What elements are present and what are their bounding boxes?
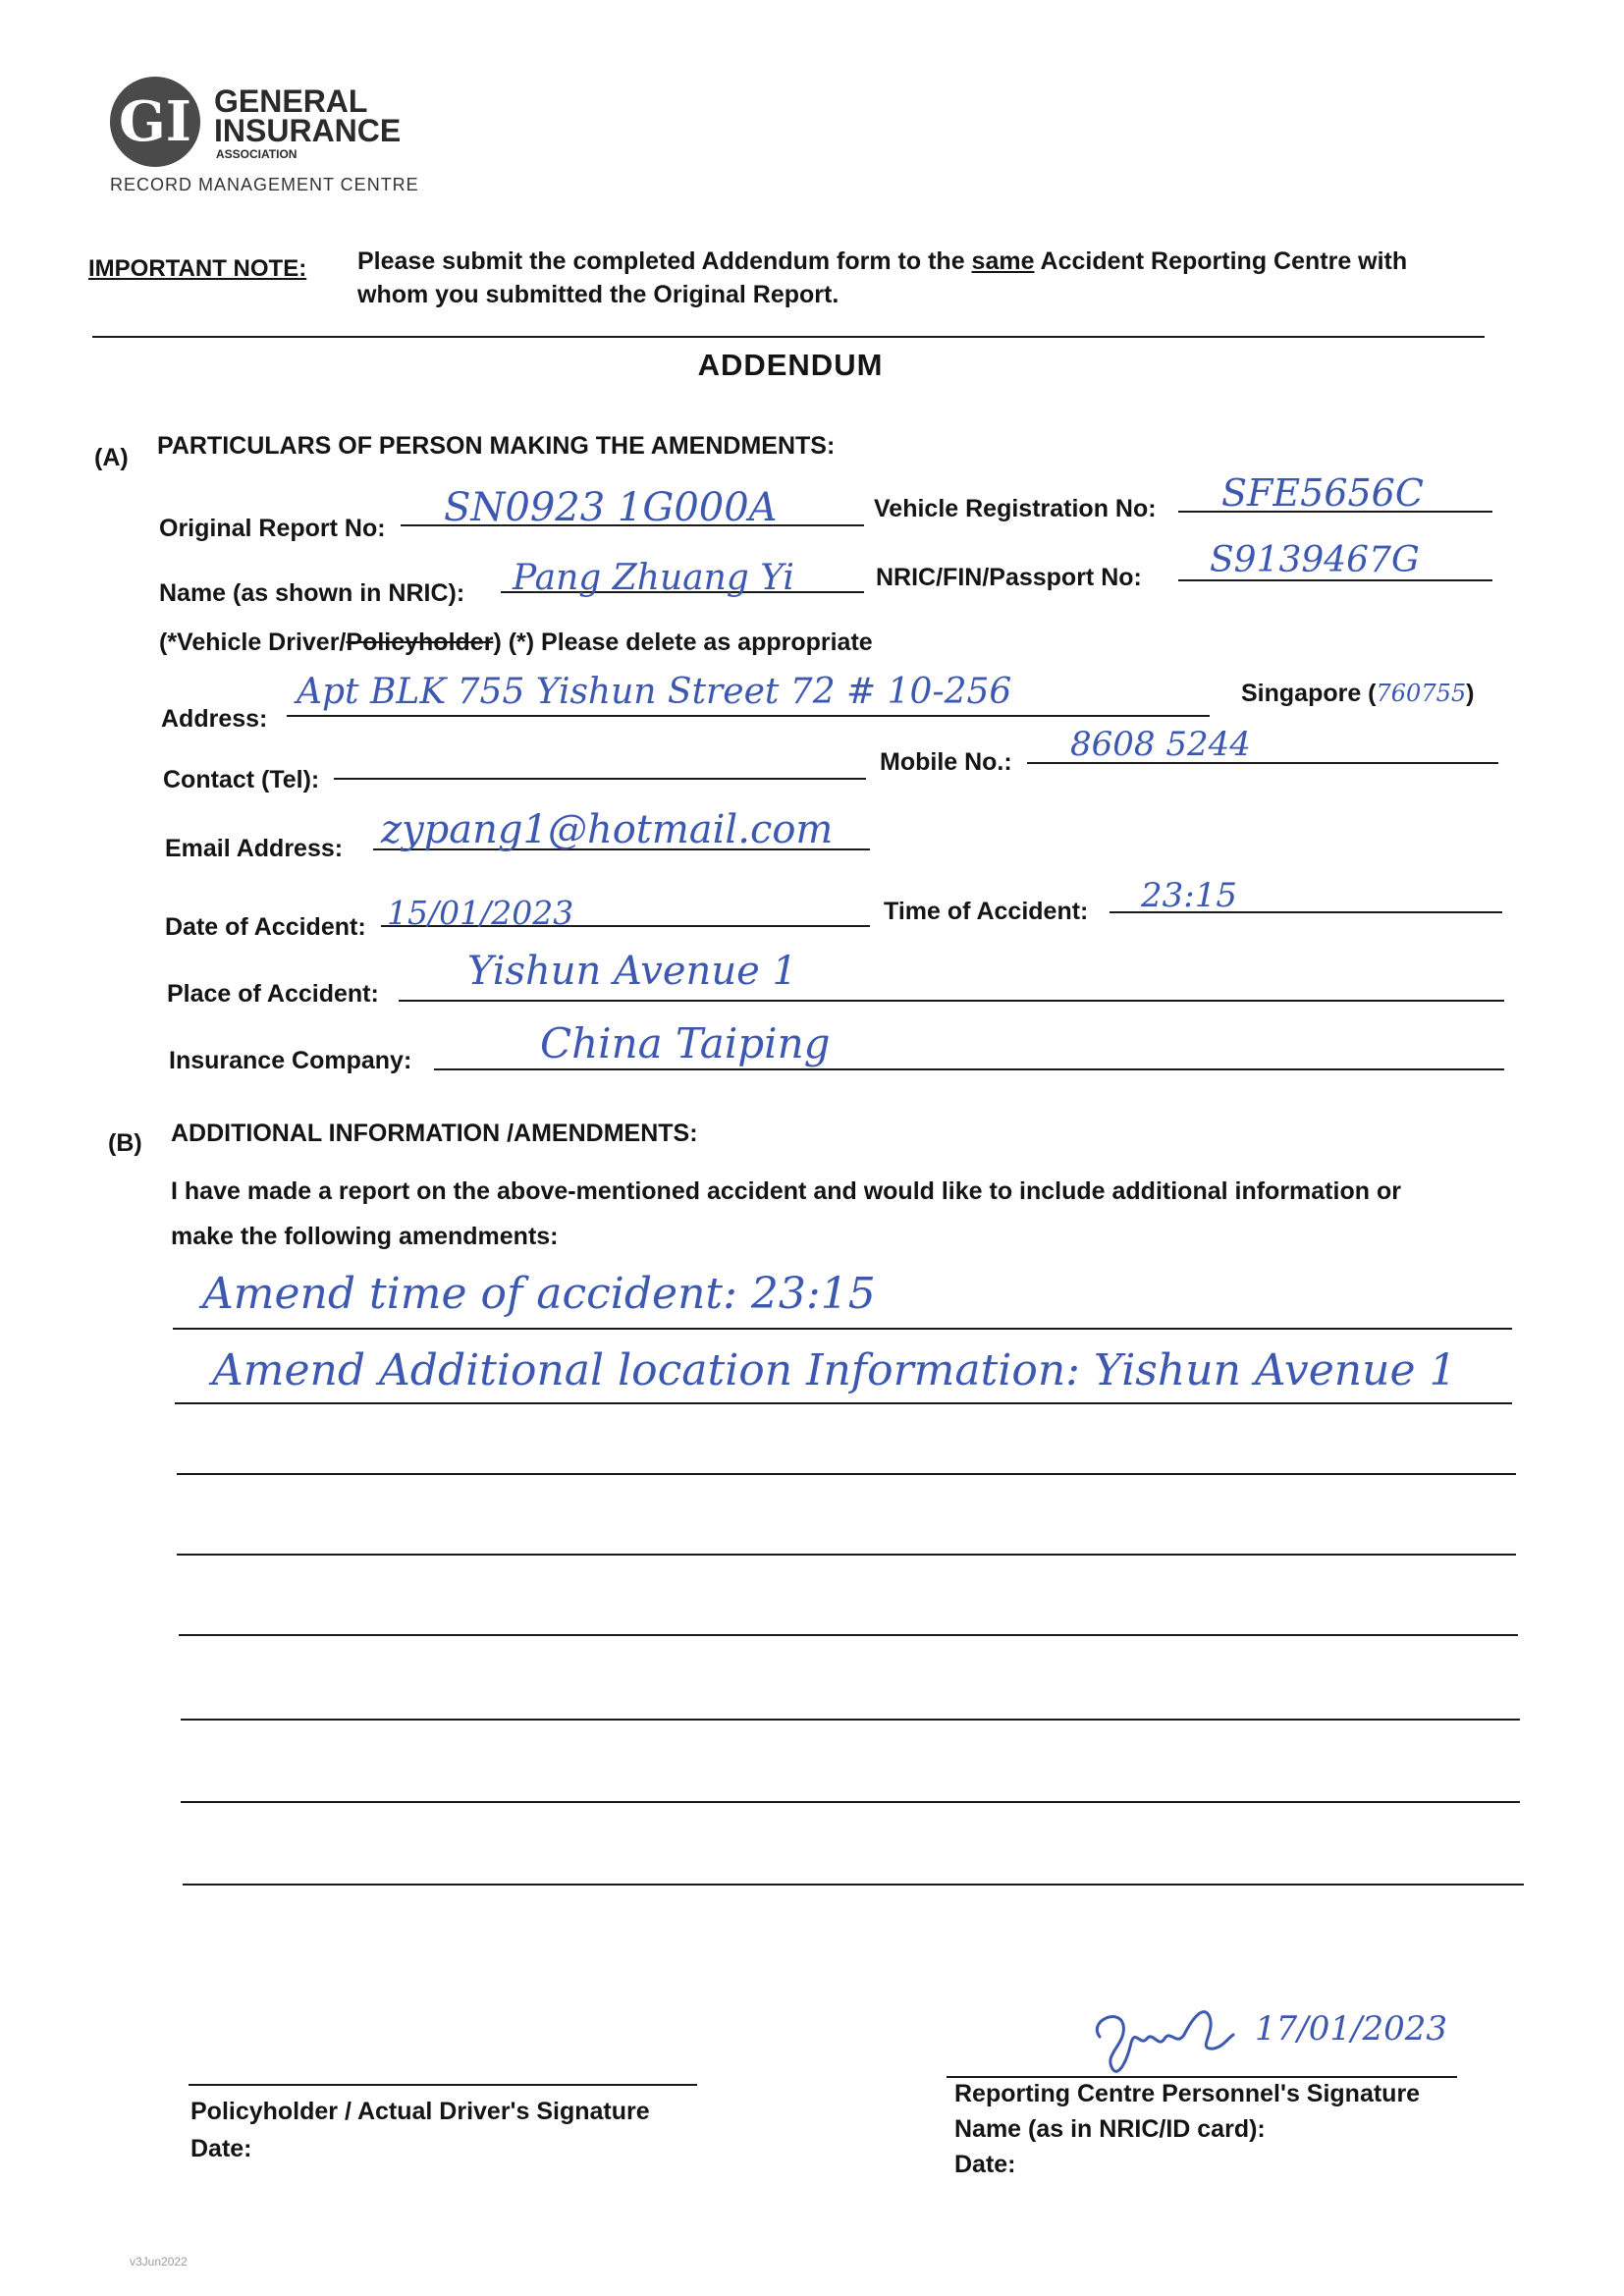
- left-signature-label: Policyholder / Actual Driver's Signature: [190, 2098, 650, 2125]
- mobile-value[interactable]: 8608 5244: [1070, 725, 1251, 764]
- insurance-company-value[interactable]: China Taiping: [540, 1019, 831, 1067]
- amendment-line: [181, 1719, 1520, 1721]
- reporting-date-handwritten[interactable]: 17/01/2023: [1255, 2009, 1447, 2049]
- date-of-accident-value[interactable]: 15/01/2023: [387, 894, 574, 932]
- role-line: (*Vehicle Driver/Policyholder) (*) Please delete as appropriate: [159, 629, 873, 656]
- original-report-value[interactable]: SN0923 1G000A: [444, 485, 778, 530]
- version-code: v3Jun2022: [130, 2255, 188, 2269]
- date-of-accident-label: Date of Accident:: [165, 913, 366, 941]
- time-of-accident-value[interactable]: 23:15: [1141, 876, 1237, 915]
- important-note-label: IMPORTANT NOTE:: [88, 255, 307, 282]
- logo-subtitle: RECORD MANAGEMENT CENTRE: [110, 175, 419, 194]
- name-value[interactable]: Pang Zhuang Yi: [513, 558, 794, 598]
- right-date-label: Date:: [954, 2151, 1016, 2178]
- address-label: Address:: [161, 705, 268, 733]
- contact-label: Contact (Tel):: [163, 766, 320, 793]
- left-date-label: Date:: [190, 2135, 252, 2162]
- place-of-accident-underline: [399, 1000, 1504, 1002]
- amendment-text[interactable]: Amend Additional location Information: Yishun Avenue 1: [212, 1345, 1457, 1395]
- address-value[interactable]: Apt BLK 755 Yishun Street 72 # 10-256: [297, 672, 1012, 712]
- logo-emblem: [110, 77, 200, 167]
- nric-label: NRIC/FIN/Passport No:: [876, 564, 1142, 591]
- place-of-accident-label: Place of Accident:: [167, 980, 379, 1008]
- section-b-text-line1: I have made a report on the above-mentioned accident and would like to include additional information or: [171, 1177, 1401, 1205]
- amendment-line: [177, 1473, 1516, 1475]
- section-b-text-line2: make the following amendments:: [171, 1223, 559, 1250]
- emphasis-same: same: [971, 247, 1035, 275]
- insurance-company-underline: [434, 1068, 1504, 1070]
- amendment-line: [183, 1884, 1524, 1886]
- logo-line3: ASSOCIATION: [216, 147, 298, 161]
- contact-underline: [334, 778, 866, 780]
- amendment-line: [179, 1634, 1518, 1636]
- mobile-label: Mobile No.:: [880, 748, 1012, 776]
- logo: [110, 65, 414, 173]
- amendment-line: [177, 1554, 1516, 1556]
- important-note-text: Please submit the completed Addendum form to the same Accident Reporting Centre with: [357, 247, 1408, 275]
- right-signature-line: [947, 2076, 1457, 2078]
- important-note-text-line2: whom you submitted the Original Report.: [357, 281, 839, 308]
- logo-line1: GENERAL: [214, 83, 368, 119]
- amendment-line: [181, 1801, 1520, 1803]
- email-value[interactable]: zypang1@hotmail.com: [381, 807, 834, 852]
- right-name-label: Name (as in NRIC/ID card):: [954, 2115, 1266, 2143]
- right-signature-label: Reporting Centre Personnel's Signature: [954, 2080, 1421, 2107]
- section-a-heading: PARTICULARS OF PERSON MAKING THE AMENDMENTS:: [157, 432, 836, 460]
- logo-monogram: GI: [118, 89, 192, 154]
- email-label: Email Address:: [165, 835, 344, 862]
- section-a-marker: (A): [94, 444, 129, 471]
- logo-line2: INSURANCE: [214, 113, 402, 148]
- singapore-postal: Singapore (760755): [1241, 680, 1475, 707]
- left-signature-line: [189, 2084, 697, 2086]
- time-of-accident-label: Time of Accident:: [884, 898, 1089, 925]
- amendment-text[interactable]: Amend time of accident: 23:15: [202, 1269, 876, 1319]
- amendment-line: [175, 1402, 1512, 1404]
- note-divider: [92, 336, 1485, 338]
- vehicle-reg-value[interactable]: SFE5656C: [1221, 471, 1424, 515]
- postal-value[interactable]: 760755: [1376, 680, 1467, 707]
- vehicle-reg-label: Vehicle Registration No:: [874, 495, 1157, 522]
- nric-value[interactable]: S9139467G: [1210, 540, 1420, 580]
- form-title: ADDENDUM: [697, 348, 884, 382]
- handwritten-signature: [1080, 1990, 1247, 2080]
- role-struck: Policyholder: [346, 629, 494, 656]
- amendment-line: [173, 1328, 1512, 1330]
- section-b-marker: (B): [108, 1129, 142, 1157]
- insurance-company-label: Insurance Company:: [169, 1047, 412, 1074]
- name-label: Name (as shown in NRIC):: [159, 579, 465, 607]
- original-report-label: Original Report No:: [159, 515, 386, 542]
- address-underline: [287, 715, 1210, 717]
- section-b-heading: ADDITIONAL INFORMATION /AMENDMENTS:: [171, 1120, 698, 1147]
- place-of-accident-value[interactable]: Yishun Avenue 1: [467, 949, 797, 994]
